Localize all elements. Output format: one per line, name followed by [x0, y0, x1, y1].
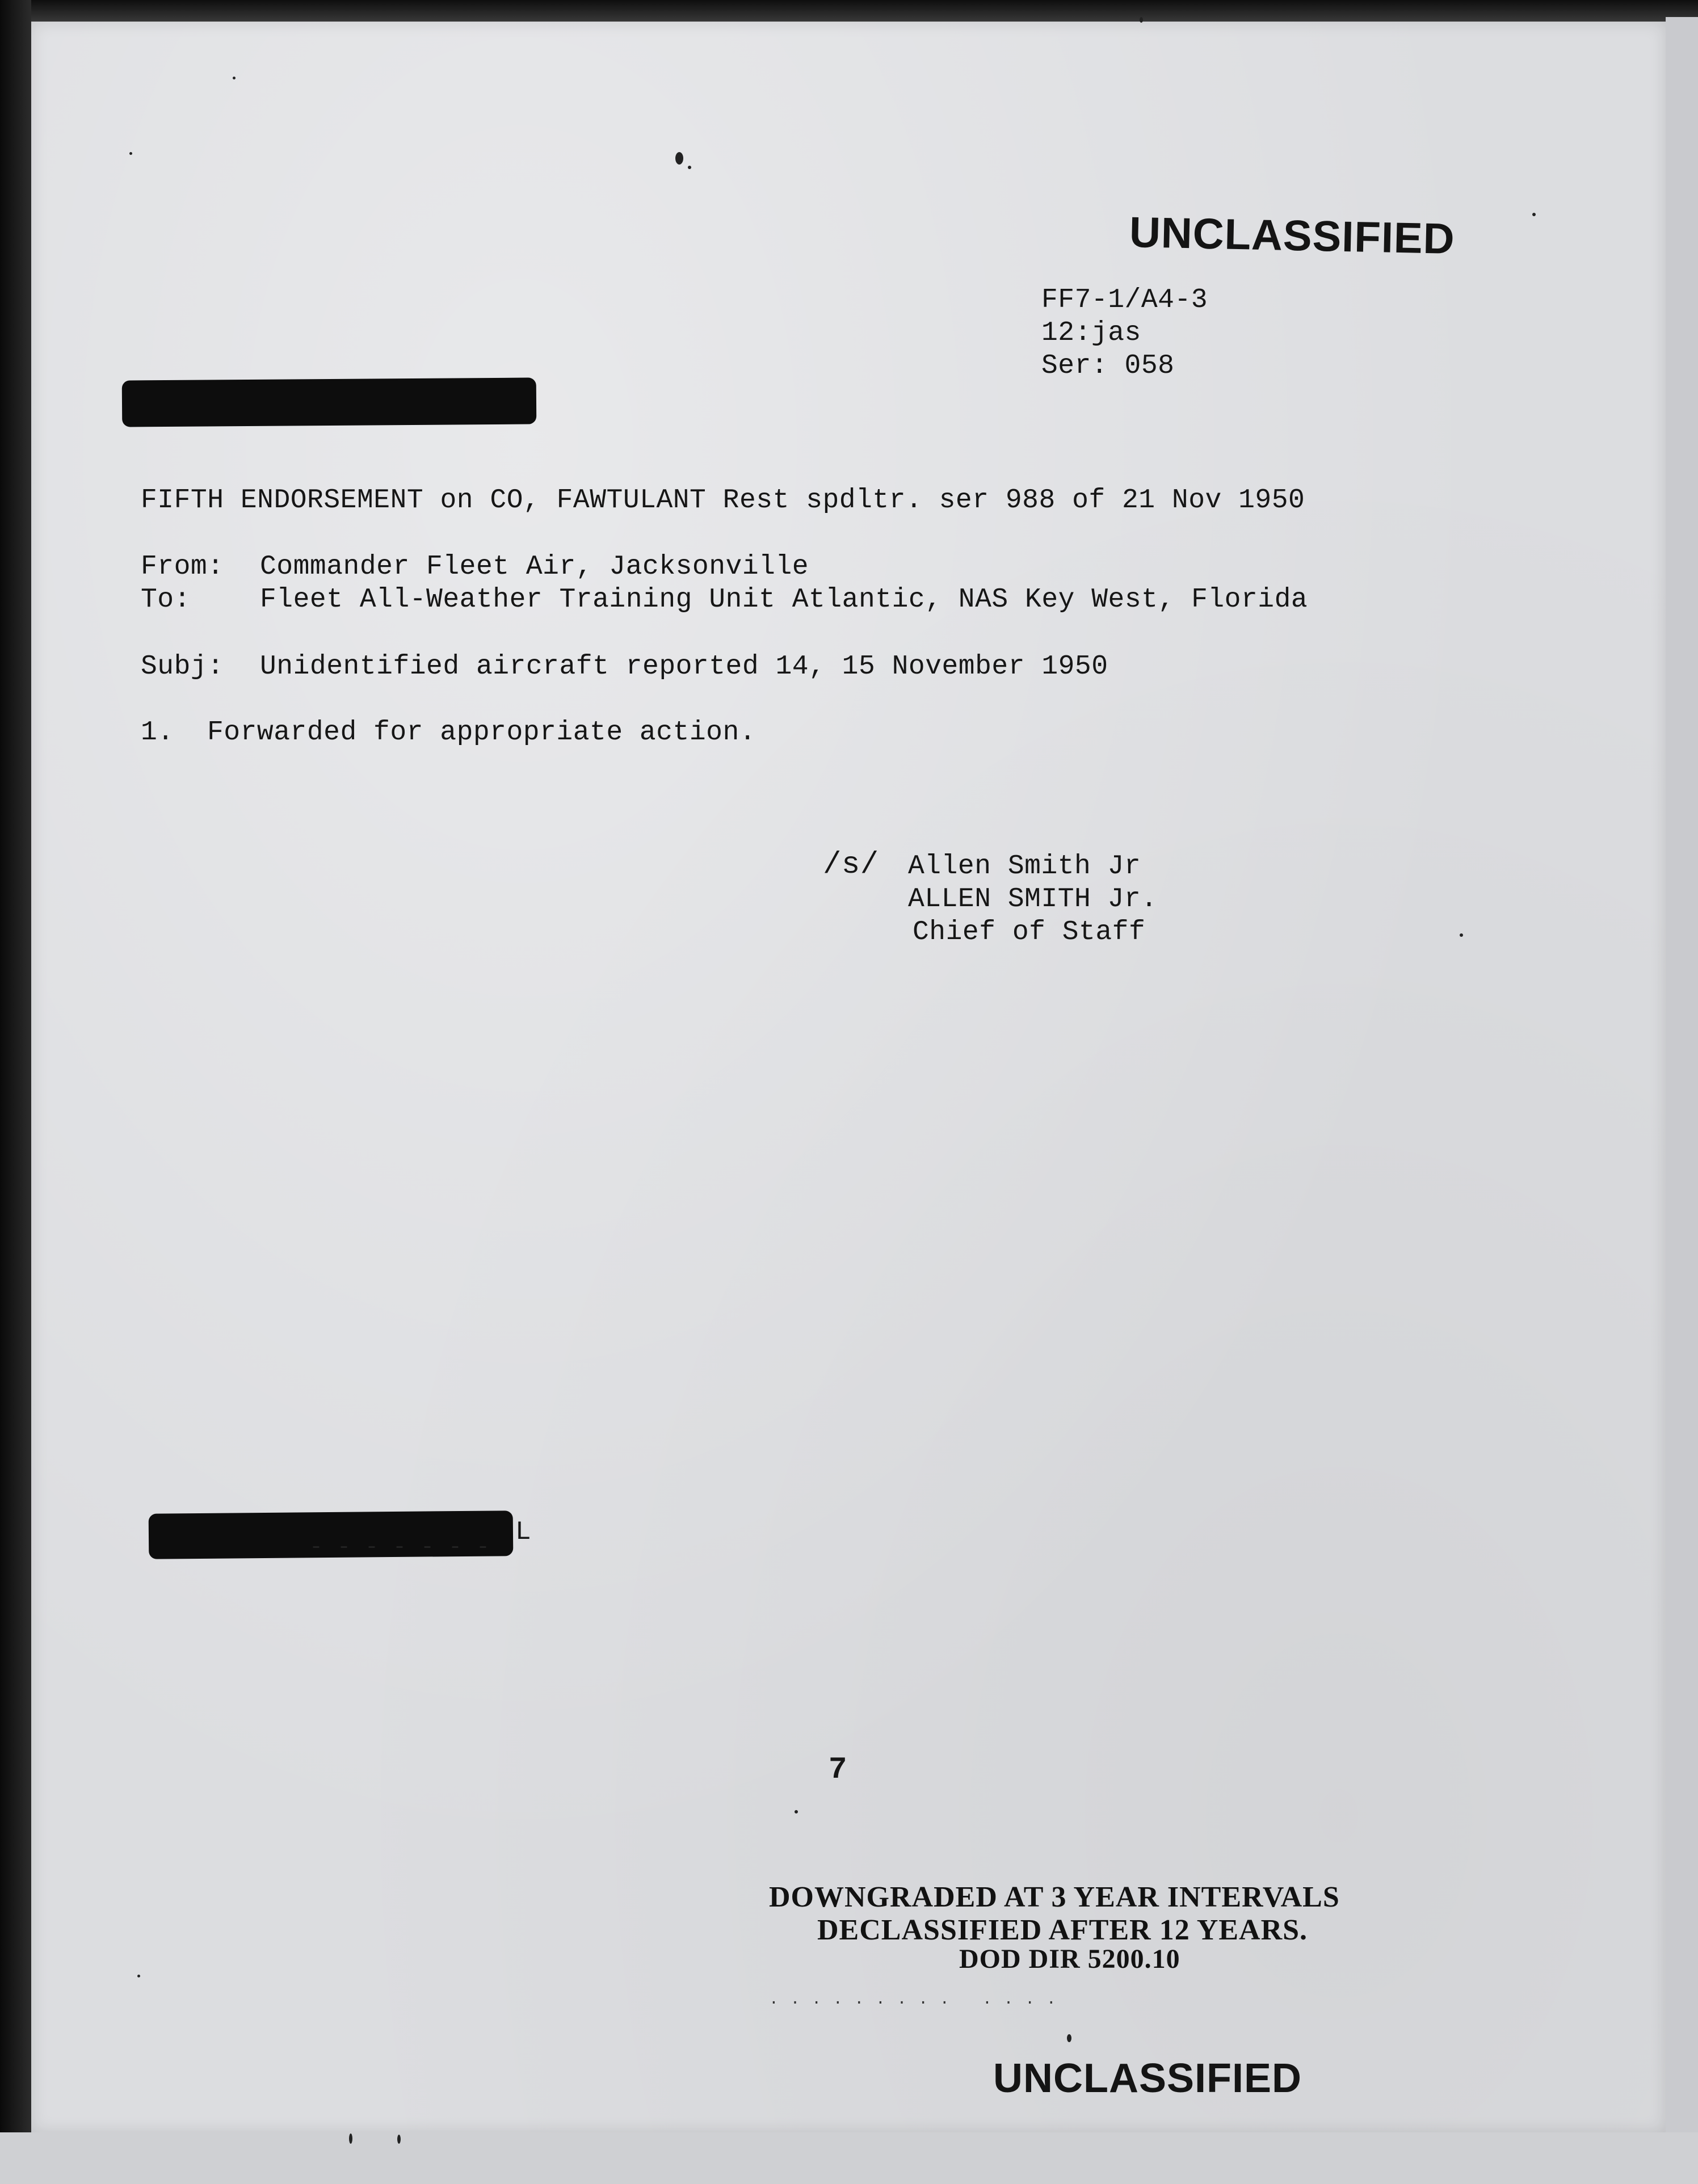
- scan-edge-right: [1666, 17, 1698, 2184]
- scan-speck: [137, 1975, 140, 1977]
- redaction-bar-top: [122, 377, 537, 427]
- file-reference-initials: 12:jas: [1041, 318, 1141, 348]
- redaction-dashes: - - - - - - -: [309, 1535, 490, 1560]
- scan-speck: [688, 166, 691, 169]
- signature-mark: /s/: [823, 848, 879, 882]
- scan-speck: [397, 2135, 401, 2144]
- scan-edge-bottom: [0, 2132, 1698, 2184]
- file-reference-code: FF7-1/A4-3: [1041, 285, 1208, 315]
- declassification-stamp-line1: DOWNGRADED AT 3 YEAR INTERVALS: [769, 1881, 1340, 1913]
- scan-edge-top: [0, 0, 1698, 23]
- scan-speck: [795, 1810, 798, 1813]
- signature-signed-name: Allen Smith Jr: [908, 851, 1141, 882]
- endorsement-heading: FIFTH ENDORSEMENT on CO, FAWTULANT Rest spdltr. ser 988 of 21 Nov 1950: [141, 485, 1305, 516]
- scan-speck: [233, 77, 236, 79]
- paper-sheet: [31, 22, 1666, 2132]
- subject-value: Unidentified aircraft reported 14, 15 November 1950: [260, 651, 1108, 682]
- to-label: To:: [141, 584, 191, 615]
- scan-speck: [1460, 933, 1463, 937]
- scan-edge-left: [0, 0, 31, 2184]
- scan-speck: [675, 152, 683, 165]
- declassification-stamp-line3: DOD DIR 5200.10: [959, 1944, 1180, 1974]
- stamp-smudge: . . . . . . . . . . . . .: [769, 1991, 1057, 2009]
- scan-speck: [1067, 2034, 1071, 2042]
- from-label: From:: [141, 552, 224, 582]
- to-value: Fleet All-Weather Training Unit Atlantic, NAS Key West, Florida: [260, 584, 1308, 615]
- signature-title: Chief of Staff: [913, 917, 1146, 948]
- subject-label: Subj:: [141, 651, 224, 682]
- paragraph-text: Forwarded for appropriate action.: [207, 717, 756, 748]
- paragraph-number: 1.: [141, 717, 174, 748]
- from-value: Commander Fleet Air, Jacksonville: [260, 552, 809, 582]
- scan-speck: [1532, 213, 1536, 216]
- signature-typed-name: ALLEN SMITH Jr.: [908, 884, 1158, 915]
- declassification-stamp-line2: DECLASSIFIED AFTER 12 YEARS.: [817, 1914, 1308, 1946]
- scan-speck: [129, 152, 132, 155]
- classification-top: UNCLASSIFIED: [1129, 208, 1456, 263]
- redacted-footer-fragment: L: [515, 1517, 532, 1547]
- scan-speck: [1140, 17, 1143, 23]
- page-number: 7: [829, 1753, 847, 1787]
- file-reference-serial: Ser: 058: [1041, 351, 1175, 381]
- classification-bottom: UNCLASSIFIED: [993, 2056, 1302, 2101]
- scan-speck: [349, 2133, 352, 2144]
